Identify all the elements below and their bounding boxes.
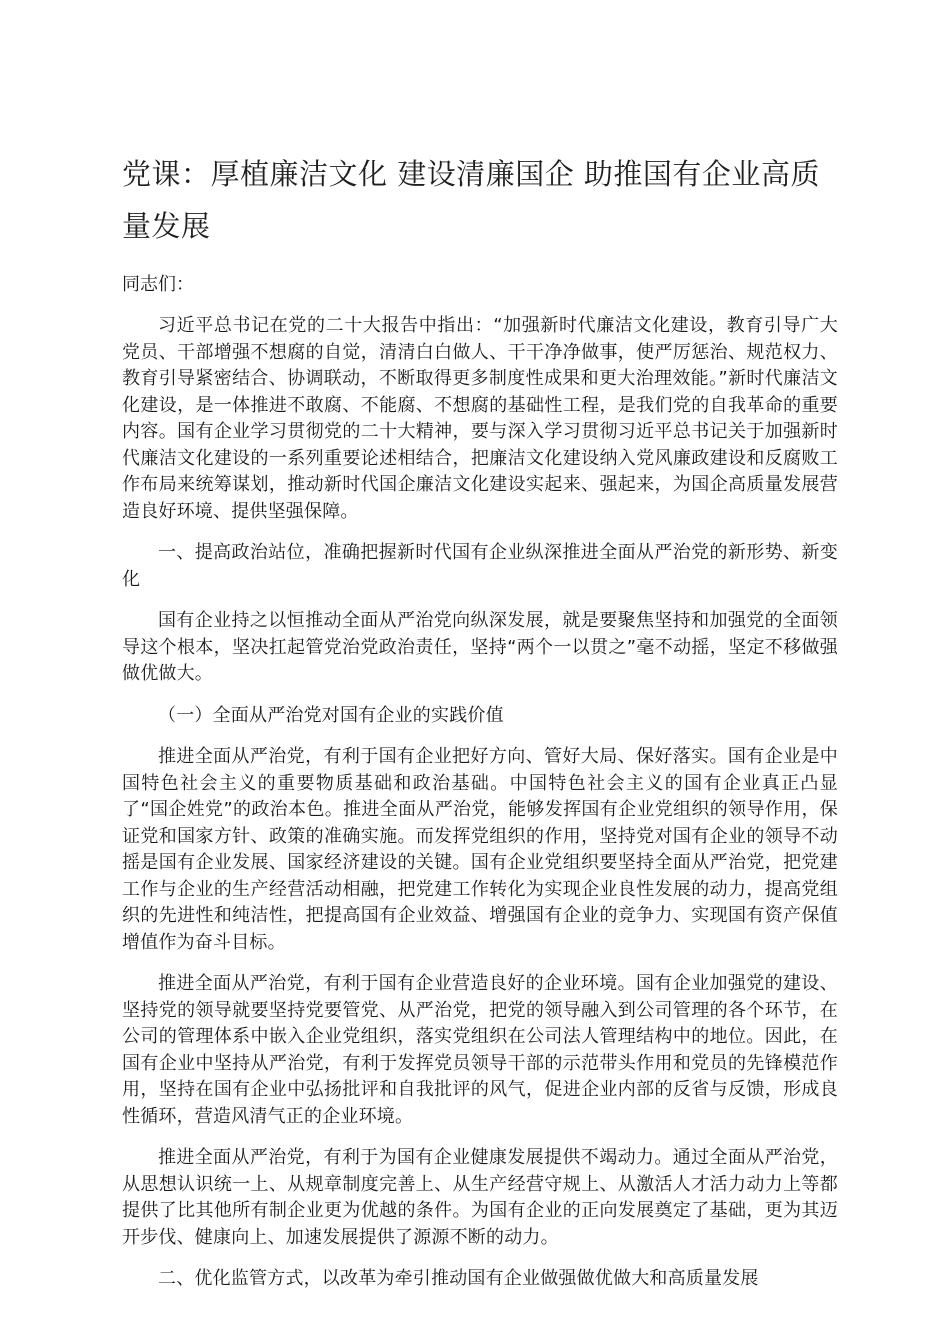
- intro-paragraph: 习近平总书记在党的二十大报告中指出：“加强新时代廉洁文化建设，教育引导广大党员、干部增强不想腐的自觉，清清白白做人、干干净净做事，使严厉惩治、规范权力、教育引导紧密结合、协调联动，不断取得更多制度性成果和更大治理效能。”新时代廉洁文化建设，是一体推进不敢腐、不能腐、不想腐的基础性工程，是我们党的自我革命的重要内容。国有企业学习贯彻党的二十大精神，要与深入学习贯彻习近平总书记关于加强新时代廉洁文化建设的一系列重要论述相结合，把廉洁文化建设纳入党风廉政建设和反腐败工作布局来统筹谋划，推动新时代国企廉洁文化建设实起来、强起来，为国企高质量发展营造良好环境、提供坚强保障。: [122, 315, 838, 522]
- document-page: [122, 148, 838, 1308]
- body-paragraph: 推进全面从严治党，有利于为国有企业健康发展提供不竭动力。通过全面从严治党，从思想认识统一上、从规章制度完善上、从生产经营守规上、从激活人才活力动力上等都提供了比其他所有制企业更为优越的条件。为国有企业的正向发展奠定了基础，更为其迈开步伐、健康向上、加速发展提供了源源不断的动力。: [122, 1147, 838, 1248]
- subsection-heading-1: （一）全面从严治党对国有企业的实践价值: [158, 704, 504, 726]
- body-paragraph: 推进全面从严治党，有利于国有企业把好方向、管好大局、保好落实。国有企业是中国特色社会主义的重要物质基础和政治基础。中国特色社会主义的国有企业真正凸显了“国企姓党”的政治本色。推进全面从严治党，能够发挥国有企业党组织的领导作用，保证党和国家方针、政策的准确实施。而发挥党组织的作用，坚持党对国有企业的领导不动摇是国有企业发展、国家经济建设的关键。国有企业党组织要坚持全面从严治党，把党建工作与企业的生产经营活动相融，把党建工作转化为实现企业良性发展的动力，提高党组织的先进性和纯洁性，把提高国有企业效益、增强国有企业的竞争力、实现国有资产保值增值作为奋斗目标。: [122, 746, 838, 953]
- body-paragraph: 推进全面从严治党，有利于国有企业营造良好的企业环境。国有企业加强党的建设、坚持党的领导就要坚持党要管党、从严治党，把党的领导融入到公司管理的各个环节，在公司的管理体系中嵌入企业党组织，落实党组织在公司法人管理结构中的地位。因此，在国有企业中坚持从严治党，有利于发挥党员领导干部的示范带头作用和党员的先锋模范作用，坚持在国有企业中弘扬批评和自我批评的风气，促进企业内部的反省与反馈，形成良性循环，营造风清气正的企业环境。: [122, 973, 838, 1127]
- salutation: 同志们：: [122, 274, 194, 295]
- document-title: 党课：厚植廉洁文化 建设清廉国企 助推国有企业高质量发展: [122, 157, 820, 243]
- section-heading-1: 一、提高政治站位，准确把握新时代国有企业纵深推进全面从严治党的新形势、新变化: [122, 542, 838, 590]
- body-paragraph: 国有企业持之以恒推动全面从严治党向纵深发展，就是要聚焦坚持和加强党的全面领导这个根本，坚决扛起管党治党政治责任，坚持“两个一以贯之”毫不动摇，坚定不移做强做优做大。: [122, 610, 838, 684]
- section-heading-2: 二、优化监管方式，以改革为牵引推动国有企业做强做优做大和高质量发展: [158, 1268, 759, 1289]
